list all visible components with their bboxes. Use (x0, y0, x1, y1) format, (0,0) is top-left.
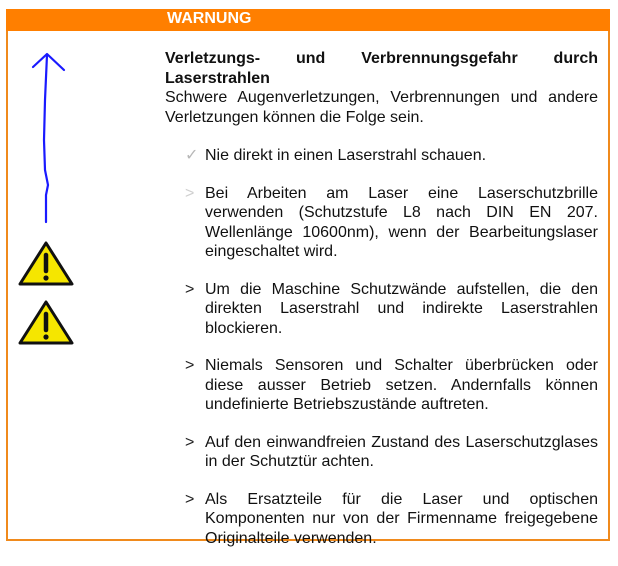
warning-heading: Verletzungs- und Verbrennungsgefahr durch Laserstrahlen (165, 50, 598, 87)
list-item (165, 184, 598, 262)
warning-triangle-icon (17, 240, 75, 286)
list-item-text: Bei Arbeiten am Laser eine Laserschutzbrille verwenden (Schutzstufe L8 nach DIN EN 207. Wellenlänge 10600nm), wenn der Bearbeitungslaser eingeschaltet wird. (205, 184, 598, 260)
list-item-text: Nie direkt in einen Laserstrahl schauen. (205, 147, 487, 164)
safety-instructions-list (165, 146, 598, 548)
list-item (165, 490, 598, 549)
chevron-right-icon: > (185, 184, 195, 202)
list-item-text: Niemals Sensoren und Schalter überbrücken oder diese ausser Betrieb setzen. Andernfalls können undefinierte Betriebszustände auftreten. (205, 357, 598, 413)
hand-drawn-arrow-icon (28, 50, 68, 230)
chevron-right-icon: > (185, 280, 195, 298)
chevron-right-icon: > (185, 433, 195, 451)
warning-title: WARNUNG (167, 10, 252, 27)
warning-header (6, 9, 610, 31)
list-item (165, 146, 598, 166)
chevron-right-icon: > (185, 357, 195, 374)
warning-content (165, 49, 598, 566)
list-item-text: Als Ersatzteile für die Laser und optischen Komponenten nur von der Firmenname freigegebene Originalteile verwenden. (205, 490, 598, 547)
list-item (165, 356, 598, 415)
chevron-right-icon: > (185, 490, 195, 508)
list-item (165, 280, 598, 339)
list-item-text: Auf den einwandfreien Zustand des Laserschutzglases in der Schutztür achten. (205, 433, 598, 470)
list-item-text: Um die Maschine Schutzwände aufstellen, die den direkten Laserstrahl und indirekte Laserstrahlen blockieren. (205, 280, 598, 337)
check-icon: ✓ (185, 147, 199, 164)
list-item (165, 433, 598, 472)
warning-triangle-icon (17, 299, 75, 345)
warning-intro: Schwere Augenverletzungen, Verbrennungen und andere Verletzungen können die Folge sein. (165, 89, 598, 126)
